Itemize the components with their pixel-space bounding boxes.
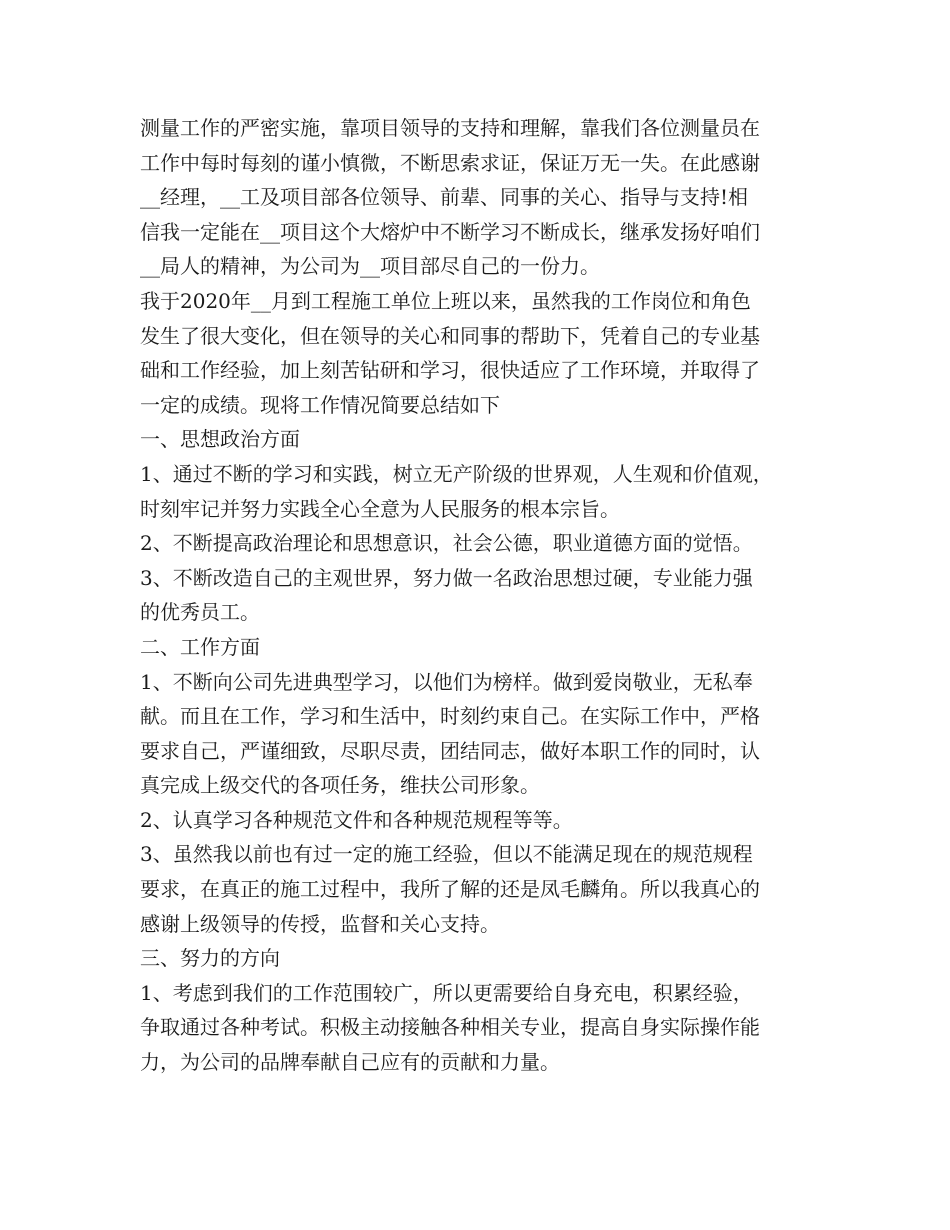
text-line: 一定的成绩。现将工作情况简要总结如下 <box>140 392 500 417</box>
text-line: 感谢上级领导的传授，监督和关心支持。 <box>140 911 500 936</box>
text-line: __局人的精神，为公司为__项目部尽自己的一份力。 <box>140 254 600 279</box>
section-heading: 一、思想政治方面 <box>140 427 300 452</box>
text-line: 3、虽然我以前也有过一定的施工经验，但以不能满足现在的规范规程 <box>140 842 753 867</box>
text-line: 力，为公司的品牌奉献自己应有的贡献和力量。 <box>140 1050 560 1075</box>
section-heading: 三、努力的方向 <box>140 946 280 971</box>
text-line: 发生了很大变化，但在领导的关心和同事的帮助下，凭着自己的专业基 <box>140 323 760 348</box>
text-line: 真完成上级交代的各项任务，维扶公司形象。 <box>140 773 540 798</box>
document-body <box>140 111 832 1080</box>
text-line: 2、不断提高政治理论和思想意识，社会公德，职业道德方面的觉悟。 <box>140 531 753 556</box>
text-line: 要求，在真正的施工过程中，我所了解的还是凤毛麟角。所以我真心的 <box>140 877 760 902</box>
text-line: 我于2020年__月到工程施工单位上班以来，虽然我的工作岗位和角色 <box>140 288 751 313</box>
text-line: 2、认真学习各种规范文件和各种规范规程等等。 <box>140 807 573 832</box>
text-line: 础和工作经验，加上刻苦钻研和学习，很快适应了工作环境，并取得了 <box>140 358 760 383</box>
text-line: 信我一定能在__项目这个大熔炉中不断学习不断成长，继承发扬好咱们 <box>140 219 760 244</box>
text-line: 1、通过不断的学习和实践，树立无产阶级的世界观，人生观和价值观， <box>140 461 773 486</box>
text-line: 争取通过各种考试。积极主动接触各种相关专业，提高自身实际操作能 <box>140 1015 760 1040</box>
text-line: 1、考虑到我们的工作范围较广，所以更需要给自身充电，积累经验， <box>140 980 753 1005</box>
text-line: 的优秀员工。 <box>140 600 260 625</box>
text-line: 测量工作的严密实施，靠项目领导的支持和理解，靠我们各位测量员在 <box>140 116 760 140</box>
text-line: 3、不断改造自己的主观世界，努力做一名政治思想过硬，专业能力强 <box>140 565 753 590</box>
text-line: 时刻牢记并努力实践全心全意为人民服务的根本宗旨。 <box>140 496 620 521</box>
text-line: 1、不断向公司先进典型学习，以他们为榜样。做到爱岗敬业，无私奉 <box>140 669 753 694</box>
text-line: 献。而且在工作，学习和生活中，时刻约束自己。在实际工作中，严格 <box>140 704 760 729</box>
text-line: 工作中每时每刻的谨小慎微，不断思索求证，保证万无一失。在此感谢 <box>140 150 760 175</box>
section-heading: 二、工作方面 <box>140 634 260 659</box>
text-line: 要求自己，严谨细致，尽职尽责，团结同志，做好本职工作的同时，认 <box>140 738 760 763</box>
text-line: __经理，__工及项目部各位领导、前辈、同事的关心、指导与支持!相 <box>140 185 749 210</box>
